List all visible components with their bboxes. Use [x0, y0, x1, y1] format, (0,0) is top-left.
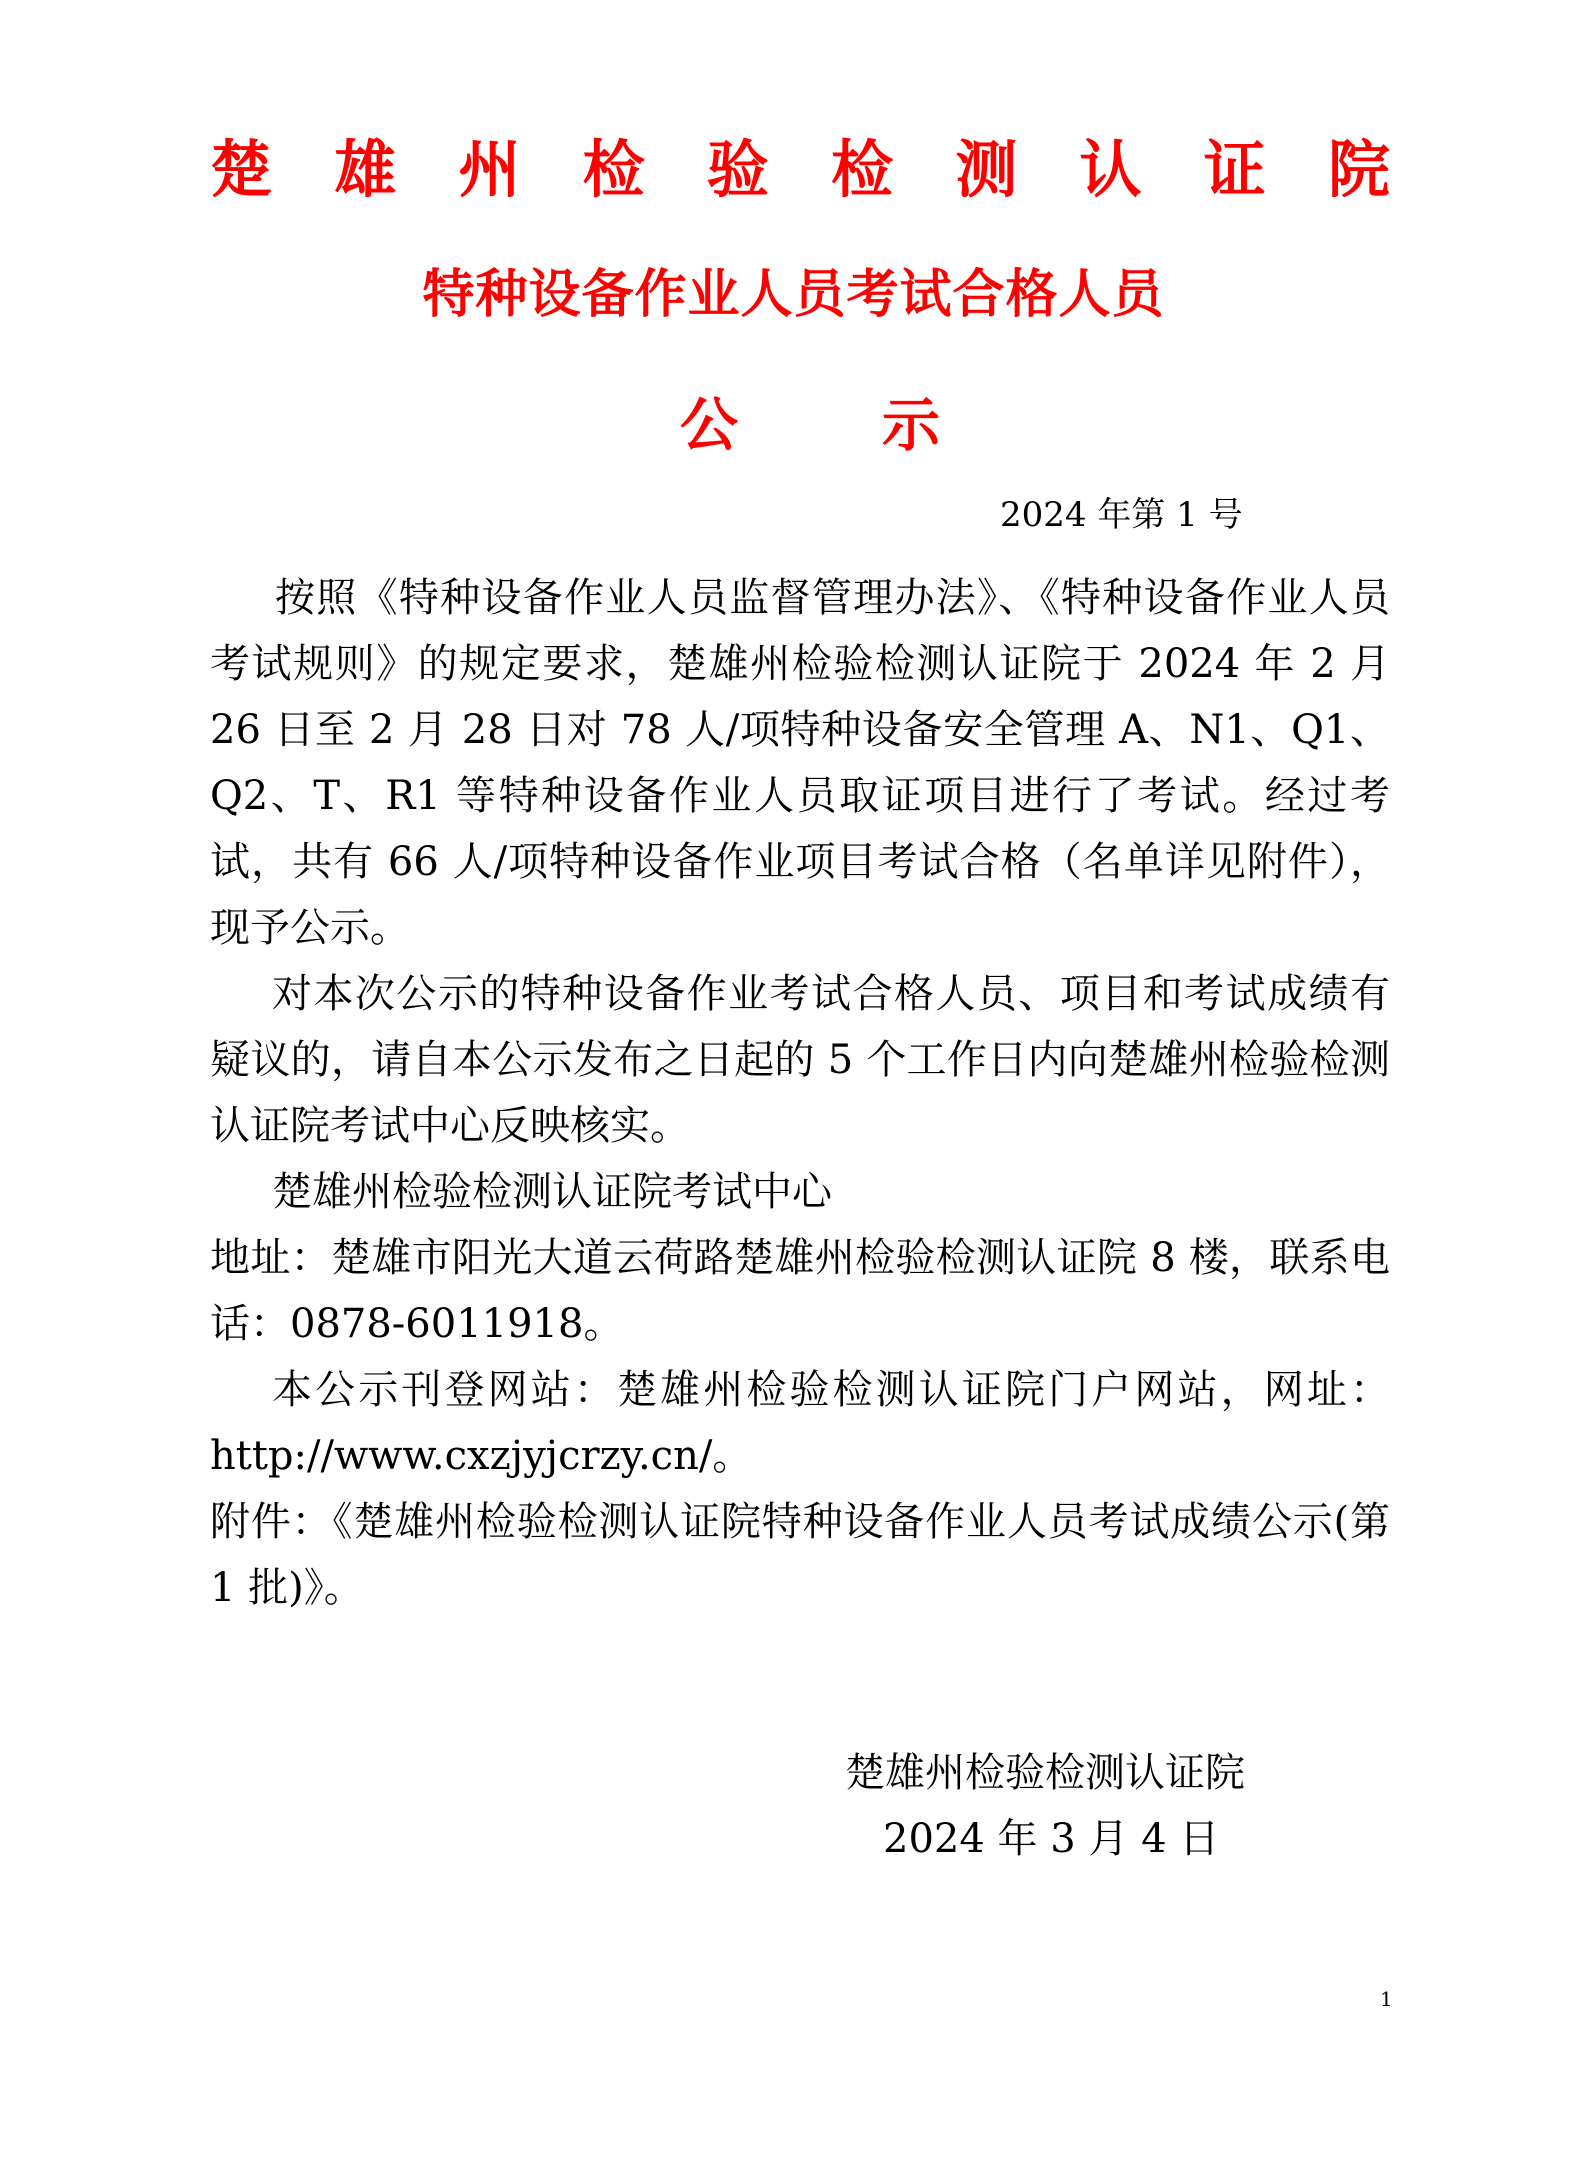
org-title-char: 州 [458, 133, 521, 206]
org-title-char: 雄 [334, 133, 397, 206]
notice-title-char: 公 [680, 391, 739, 459]
signature-date: 2024 年 3 月 4 日 [883, 1816, 1220, 1862]
org-title-char: 检 [831, 133, 894, 206]
org-title-char: 楚 [210, 133, 273, 206]
document-body [210, 565, 1390, 1621]
paragraph-exam-summary: 按照《特种设备作业人员监督管理办法》、《特种设备作业人员考试规则》的规定要求，楚雄州检验检测认证院于 2024 年 2 月 26 日至 2 月 28 日对 78 人/项特种设备安全管理 A、N1、Q1、Q2、T、R1 等特种设备作业人员取证项目进行了考试。经过考试，共有 66 人/项特种设备作业项目考试合格（名单详见附件），现予公示。 [210, 575, 1390, 951]
org-title-char: 认 [1079, 133, 1142, 206]
page-number: 1 [1380, 1987, 1393, 2011]
signature-org: 楚雄州检验检测认证院 [845, 1750, 1245, 1796]
document-number: 2024 年第 1 号 [1000, 495, 1243, 535]
org-title-char: 证 [1203, 133, 1266, 206]
notice-title [680, 375, 940, 465]
organization-title [210, 125, 1390, 215]
attachment-reference: 附件：《楚雄州检验检测认证院特种设备作业人员考试成绩公示(第 1 批)》。 [210, 1499, 1390, 1611]
org-title-char: 检 [582, 133, 645, 206]
publication-website: 本公示刊登网站：楚雄州检验检测认证院门户网站，网址：http://www.cxzjyjcrzy.cn/。 [210, 1367, 1390, 1479]
document-subtitle: 特种设备作业人员考试合格人员 [422, 265, 1165, 325]
org-title-char: 测 [955, 133, 1018, 206]
notice-title-char: 示 [881, 391, 940, 459]
exam-center-name: 楚雄州检验检测认证院考试中心 [272, 1169, 832, 1215]
paragraph-objection-notice: 对本次公示的特种设备作业考试合格人员、项目和考试成绩有疑议的，请自本公示发布之日起的 5 个工作日内向楚雄州检验检测认证院考试中心反映核实。 [210, 971, 1390, 1149]
contact-address: 地址：楚雄市阳光大道云荷路楚雄州检验检测认证院 8 楼，联系电话：0878-6011918。 [210, 1235, 1390, 1347]
org-title-char: 验 [706, 133, 769, 206]
org-title-char: 院 [1327, 133, 1390, 206]
signature-block [845, 1740, 1245, 1872]
